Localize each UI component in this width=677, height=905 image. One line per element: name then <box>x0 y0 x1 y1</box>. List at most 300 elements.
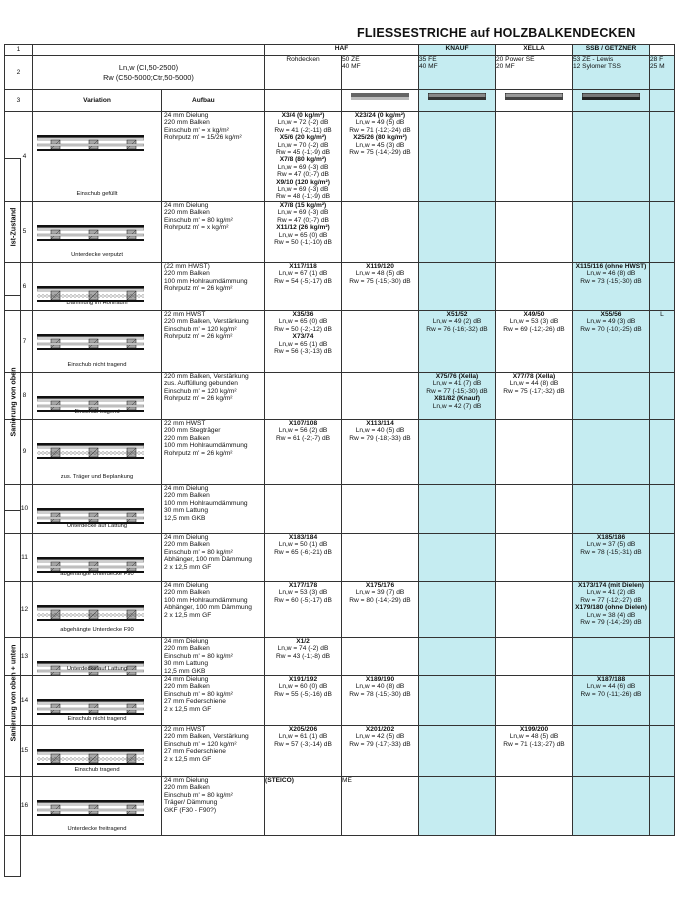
measurement-cell <box>342 310 419 372</box>
build-up-line: 12,5 mm GKB <box>164 514 206 522</box>
build-up-line: 2 x 12,5 mm GF <box>164 611 212 619</box>
build-up-line: Einschub m' = 120 kg/m² <box>164 325 237 333</box>
variation-header: Variation <box>33 90 162 112</box>
measurement-value: Rw = 80 (-14;-29) dB <box>349 596 411 604</box>
build-up-line: Rohrputz m' = 15/26 kg/m² <box>164 134 242 142</box>
floor-schematic <box>37 224 144 242</box>
page-title: FLIESSESTRICHE auf HOLZBALKENDECKEN <box>357 26 636 40</box>
measurement-value: Rw = 48 (-1;-9) dB <box>275 193 331 201</box>
measurement-cell <box>342 419 419 484</box>
variation-cell <box>33 419 162 484</box>
measurement-id: X11/12 (26 kg/m²) <box>276 224 330 232</box>
measurement-value: Ln,w = 44 (8) dB <box>509 380 559 388</box>
row-number: 16 <box>5 776 33 835</box>
measurement-value: Rw = 50 (-1;-10) dB <box>274 238 332 246</box>
measurement-id: X77/78 (Xella) <box>512 372 556 380</box>
build-up-cell <box>162 675 265 725</box>
build-up-line: Einschub m' = 80 kg/m² <box>164 690 233 698</box>
measurement-value: Rw = 71 (-12;-24) dB <box>349 126 411 134</box>
build-up-line: 27 mm Federschiene <box>164 748 226 756</box>
measurement-id: X117/118 <box>289 262 317 270</box>
measurement-value: Ln,w = 44 (6) dB <box>586 683 636 691</box>
variation-caption: zus. Träger und Beplankung <box>60 474 134 481</box>
measurement-id: X49/50 <box>523 310 545 318</box>
variation-caption: Einschub tragend <box>74 766 120 773</box>
measurement-cell <box>573 725 650 776</box>
table-row <box>5 725 675 776</box>
measurement-cell <box>496 725 573 776</box>
measurement-value: ME <box>342 776 352 784</box>
group-xella: XELLA <box>496 45 573 56</box>
measurement-value: Ln,w = 69 (-3) dB <box>277 163 329 171</box>
measurement-value: Rw = 79 (-18;-33) dB <box>349 434 411 442</box>
measurement-cell <box>342 533 419 581</box>
screed-swatch-ssb <box>582 93 640 100</box>
build-up-line: 24 mm Dielung <box>164 484 209 492</box>
col-rohdecken: Rohdecken <box>265 56 342 90</box>
measurement-cell <box>650 675 675 725</box>
measurement-value: Ln,w = 38 (4) dB <box>586 611 636 619</box>
floor-schematic <box>37 604 144 622</box>
col-knauf-b: 40 MF <box>419 63 438 71</box>
build-up-line: 220 mm Balken <box>164 209 210 217</box>
measurement-cell <box>650 637 675 675</box>
variation-cell <box>33 675 162 725</box>
build-up-cell <box>162 372 265 419</box>
measurement-id: X51/52 <box>446 310 468 318</box>
floor-schematic <box>37 442 144 460</box>
measurement-cell <box>496 112 573 202</box>
measurement-value: Ln,w = 40 (8) dB <box>355 683 405 691</box>
row-number: 10 <box>5 484 33 533</box>
table-row <box>5 201 675 262</box>
variation-cell <box>33 484 162 533</box>
measurement-value: Rw = 45 (-1;-9) dB <box>275 149 331 157</box>
measurement-value: Ln,w = 56 (2) dB <box>278 427 328 435</box>
measurement-cell <box>496 419 573 484</box>
row-number: 14 <box>5 675 33 725</box>
measurement-id: X187/188 <box>596 675 626 683</box>
measurement-value: Ln,w = 61 (1) dB <box>278 733 328 741</box>
build-up-line: 22 mm HWST <box>164 310 206 318</box>
measurement-cell <box>342 776 419 835</box>
measurement-cell <box>265 533 342 581</box>
measurement-value: Rw = 56 (-3;-13) dB <box>274 347 332 355</box>
measurement-cell <box>573 776 650 835</box>
measurement-id: X201/202 <box>365 725 395 733</box>
screed-swatch-xella <box>505 93 563 100</box>
build-up-line: Abhänger, 100 mm Dämmung <box>164 556 252 564</box>
col-extra-a: 28 F <box>650 56 664 63</box>
measurement-id: X205/206 <box>288 725 318 733</box>
measurement-cell <box>265 725 342 776</box>
group-ssb-getzner: SSB / GETZNER <box>573 45 650 56</box>
build-up-line: 2 x 12,5 mm GF <box>164 563 212 571</box>
measurement-value: Rw = 47 (0;-7) dB <box>277 216 329 224</box>
measurement-cell <box>650 533 675 581</box>
measurement-value: Rw = 70 (-10;-25) dB <box>580 325 642 333</box>
table-row <box>5 776 675 835</box>
measurement-cell <box>342 484 419 533</box>
table-row <box>5 419 675 484</box>
measurement-value: Ln,w = 49 (5) dB <box>355 119 405 127</box>
measurement-cell <box>496 484 573 533</box>
col-xella-a: 20 Power SE <box>496 56 535 63</box>
table-row <box>5 372 675 419</box>
build-up-line: 200 mm Stegträger <box>164 427 221 435</box>
build-up-line: 24 mm Dielung <box>164 201 209 209</box>
screed-swatch-haf <box>351 93 409 100</box>
build-up-line: 220 mm Balken, Verstärkung <box>164 318 249 326</box>
row-number: 4 <box>5 112 33 202</box>
measurement-value: Ln,w = 60 (0) dB <box>278 683 328 691</box>
measurement-value: Rw = 79 (-14;-29) dB <box>580 618 642 626</box>
measurement-id: X3/4 (0 kg/m²) <box>281 112 325 119</box>
build-up-cell <box>162 112 265 202</box>
measurement-id: X23/24 (0 kg/m²) <box>354 112 406 119</box>
build-up-cell <box>162 581 265 637</box>
measurement-cell <box>573 484 650 533</box>
build-up-line: Träger/ Dämmung <box>164 799 218 807</box>
measurement-value: Rw = 43 (-1;-8) dB <box>275 652 331 660</box>
measurement-value: Ln,w = 41 (2) dB <box>586 589 636 597</box>
measurement-cell <box>265 484 342 533</box>
build-up-line: 220 mm Balken <box>164 683 210 691</box>
measurement-id: X183/184 <box>288 533 318 541</box>
measurement-cell <box>573 637 650 675</box>
measurement-cell <box>573 372 650 419</box>
build-up-line: Rohrputz m' = x kg/m² <box>164 224 229 232</box>
build-up-line: Einschub m' = 120 kg/m² <box>164 740 237 748</box>
build-up-line: 220 mm Balken, Verstärkung <box>164 372 249 380</box>
row-number: 12 <box>5 581 33 637</box>
measurement-id: X7/8 (80 kg/m²) <box>279 156 327 164</box>
measurement-id: X1/2 <box>296 637 310 645</box>
build-up-line: 220 mm Balken, Verstärkung <box>164 733 249 741</box>
measurement-value: Ln,w = 65 (1) dB <box>278 340 328 348</box>
row-number: 3 <box>5 90 33 112</box>
build-up-cell <box>162 484 265 533</box>
measurement-value: Rw = 77 (-15;-30) dB <box>426 387 488 395</box>
variation-cell <box>33 776 162 835</box>
measurement-id: X199/200 <box>519 725 549 733</box>
measurement-cell <box>573 581 650 637</box>
build-up-line: 220 mm Balken <box>164 589 210 597</box>
measurement-id: X35/36 <box>292 310 314 318</box>
measurement-cell <box>265 310 342 372</box>
measurement-value: Ln,w = 40 (5) dB <box>355 427 405 435</box>
col-xella-b: 20 MF <box>496 63 515 71</box>
floor-schematic <box>37 748 144 766</box>
row-number: 9 <box>5 419 33 484</box>
measurement-value: Ln,w = 46 (8) dB <box>586 270 636 278</box>
measurement-cell <box>419 112 496 202</box>
group-haf: HAF <box>265 45 419 56</box>
measurement-value: Rw = 50 (-2;-12) dB <box>274 325 332 333</box>
measurement-cell <box>650 112 675 202</box>
measurement-cell <box>419 484 496 533</box>
measurement-cell <box>265 262 342 310</box>
build-up-line: Rohrputz m' = 26 kg/m² <box>164 449 233 457</box>
build-up-cell <box>162 776 265 835</box>
measurement-value: Rw = 76 (-16;-32) dB <box>426 325 488 333</box>
build-up-line: 30 mm Lattung <box>164 660 208 668</box>
row-number: 1 <box>5 45 33 56</box>
measurement-value: Ln,w = 69 (-3) dB <box>277 186 329 194</box>
build-up-line: 22 mm HWST <box>164 419 206 427</box>
group-knauf: KNAUF <box>419 45 496 56</box>
measurement-id: X189/190 <box>365 675 395 683</box>
measurement-value: Ln,w = 53 (3) dB <box>509 318 559 326</box>
measurement-cell <box>650 776 675 835</box>
measurement-cell <box>650 419 675 484</box>
measurement-value: Rw = 41 (-2;-11) dB <box>274 126 332 134</box>
measurement-id: X9/10 (120 kg/m²) <box>276 178 330 186</box>
measurement-cell <box>496 310 573 372</box>
measurement-id: X185/186 <box>596 533 626 541</box>
build-up-line: 12,5 mm GKB <box>164 667 206 675</box>
aufbau-header: Aufbau <box>162 90 265 112</box>
measurement-cell <box>573 112 650 202</box>
floor-schematic <box>37 333 144 351</box>
measurement-cell <box>265 419 342 484</box>
variation-caption: Einschub tragend <box>74 409 120 416</box>
measurement-cell <box>650 310 675 372</box>
measurement-cell <box>419 581 496 637</box>
variation-caption: abgehängte Unterdecke F90 <box>60 627 134 634</box>
side-label-oben-unten: Sanierung von oben + unten <box>4 510 21 877</box>
variation-cell <box>33 310 162 372</box>
measurement-id: X173/174 (mit Dielen) <box>578 581 644 589</box>
build-up-line: 100 mm Hohlraumdämmung <box>164 499 248 507</box>
build-up-line: GKF (F30 - F90?) <box>164 806 217 814</box>
measurement-value: L <box>660 310 664 318</box>
build-up-cell <box>162 419 265 484</box>
measurement-cell <box>419 310 496 372</box>
build-up-line: 30 mm Lattung <box>164 507 208 515</box>
build-up-line: 2 x 12,5 mm GF <box>164 705 212 713</box>
measurement-id: X25/26 (80 kg/m²) <box>353 134 407 142</box>
measurement-value: Ln,w = 41 (7) dB <box>432 380 482 388</box>
build-up-line: 220 mm Balken <box>164 784 210 792</box>
row-number: 6 <box>5 262 33 310</box>
build-up-line: Einschub m' = 80 kg/m² <box>164 791 233 799</box>
variation-caption: Unterdecke auf Lattung <box>66 523 128 530</box>
measurement-value: Ln,w = 69 (-3) dB <box>277 209 329 217</box>
measurement-value: Rw = 60 (-5;-17) dB <box>274 596 332 604</box>
build-up-line: Rohrputz m' = 26 kg/m² <box>164 333 233 341</box>
measurement-cell <box>650 201 675 262</box>
build-up-line: 24 mm Dielung <box>164 533 209 541</box>
measurement-value: Rw = 47 (0;-7) dB <box>277 171 329 179</box>
build-up-line: (22 mm HWST) <box>164 262 210 270</box>
measurement-value: Rw = 75 (-17;-32) dB <box>503 387 565 395</box>
measurement-cell <box>496 637 573 675</box>
measurement-value: Ln,w = 37 (5) dB <box>586 541 636 549</box>
measurement-value: Ln,w = 42 (5) dB <box>355 733 405 741</box>
measurement-cell <box>342 201 419 262</box>
build-up-line: 24 mm Dielung <box>164 776 209 784</box>
measurement-cell <box>496 201 573 262</box>
build-up-line: 220 mm Balken <box>164 645 210 653</box>
measurement-cell <box>573 675 650 725</box>
table-row <box>5 675 675 725</box>
build-up-line: Abhänger, 100 mm Dämmung <box>164 604 252 612</box>
measurement-id: X5/6 (20 kg/m²) <box>279 134 327 142</box>
measurement-value: Ln,w = 70 (-2) dB <box>277 141 329 149</box>
variation-cell <box>33 533 162 581</box>
floor-schematic <box>37 507 144 525</box>
build-up-line: 100 mm Hohlraumdämmung <box>164 277 248 285</box>
measurement-value: Ln,w = 65 (0) dB <box>278 231 328 239</box>
measurement-cell <box>496 776 573 835</box>
variation-caption: Unterdecke verputzt <box>71 252 123 259</box>
variation-cell <box>33 581 162 637</box>
floor-schematic <box>37 799 144 817</box>
side-label-ist: Ist-Zustand <box>4 158 21 296</box>
variation-cell <box>33 725 162 776</box>
measurement-cell <box>573 419 650 484</box>
screed-swatch-knauf <box>428 93 486 100</box>
measurement-id: X191/192 <box>288 675 318 683</box>
measurement-value: Ln,w = 49 (2) dB <box>432 318 482 326</box>
variation-caption: Unterdecke auf Lattung <box>66 665 128 672</box>
measurement-cell <box>265 372 342 419</box>
measurement-cell <box>265 776 342 835</box>
build-up-cell <box>162 201 265 262</box>
results-table <box>4 44 675 836</box>
row-number: 15 <box>5 725 33 776</box>
build-up-cell <box>162 262 265 310</box>
build-up-line: Einschub m' = x kg/m² <box>164 126 229 134</box>
variation-caption: abgehängte Unterdecke F90 <box>60 571 134 578</box>
measurement-cell <box>342 725 419 776</box>
measurement-cell <box>573 310 650 372</box>
table-row <box>5 533 675 581</box>
measurement-value: Rw = 78 (-15;-31) dB <box>580 548 642 556</box>
table-row <box>5 310 675 372</box>
build-up-line: 27 mm Federschiene <box>164 698 226 706</box>
variation-caption: Einschub gefüllt <box>76 191 118 198</box>
measurement-value: Rw = 77 (-12;-27) dB <box>580 596 642 604</box>
measurement-cell <box>342 637 419 675</box>
measurement-value: Rw = 57 (-3;-14) dB <box>274 740 332 748</box>
measurement-cell <box>419 419 496 484</box>
measurement-cell <box>650 725 675 776</box>
measurement-value: Rw = 69 (-12;-26) dB <box>503 325 565 333</box>
build-up-line: 24 mm Dielung <box>164 637 209 645</box>
measurement-id: X81/82 (Knauf) <box>434 395 480 403</box>
build-up-line: zus. Auffüllung gebunden <box>164 380 238 388</box>
variation-cell <box>33 372 162 419</box>
build-up-line: Einschub m' = 80 kg/m² <box>164 652 233 660</box>
measurement-cell <box>265 201 342 262</box>
measurement-cell <box>650 581 675 637</box>
build-up-line: Rohrputz m' = 26 kg/m² <box>164 285 233 293</box>
build-up-cell <box>162 725 265 776</box>
measurement-value: Rw = 65 (-6;-21) dB <box>274 548 332 556</box>
col-extra-b: 25 M <box>650 63 665 71</box>
build-up-line: 100 mm Hohlraumdämmung <box>164 442 248 450</box>
measurement-cell <box>342 262 419 310</box>
build-up-line: 24 mm Dielung <box>164 581 209 589</box>
measurement-value: Ln,w = 45 (3) dB <box>355 141 405 149</box>
measurement-id: X177/178 <box>288 581 318 589</box>
measurement-value: Ln,w = 65 (0) dB <box>278 318 328 326</box>
build-up-cell <box>162 637 265 675</box>
measurement-id: X115/116 (ohne HWST) <box>575 262 647 270</box>
measurement-value: Ln,w = 42 (7) dB <box>432 402 482 410</box>
table-row <box>5 637 675 675</box>
col-knauf-a: 35 FE <box>419 56 437 63</box>
measurement-cell <box>419 725 496 776</box>
measurement-id: X107/108 <box>288 419 318 427</box>
measurement-cell <box>496 581 573 637</box>
measurement-cell <box>342 112 419 202</box>
measurement-cell <box>419 533 496 581</box>
floor-schematic <box>37 698 144 716</box>
measurement-id: X55/56 <box>600 310 622 318</box>
measurement-cell <box>573 533 650 581</box>
measurement-value: Ln,w = 50 (1) dB <box>278 541 328 549</box>
side-label-oben: Sanierung von oben <box>4 294 21 511</box>
measurement-cell <box>573 262 650 310</box>
build-up-line: 220 mm Balken <box>164 119 210 127</box>
measurement-cell <box>419 201 496 262</box>
measurement-cell <box>342 675 419 725</box>
measurement-cell <box>650 262 675 310</box>
measurement-cell <box>419 262 496 310</box>
variation-caption: Einschub nicht tragend <box>67 362 127 369</box>
variation-cell <box>33 201 162 262</box>
measurement-cell <box>419 776 496 835</box>
build-up-line: Rohrputz m' = 26 kg/m² <box>164 395 233 403</box>
measurement-cell <box>265 637 342 675</box>
measurement-value: Rw = 70 (-11;-26) dB <box>580 690 642 698</box>
build-up-line: 220 mm Balken <box>164 541 210 549</box>
measurement-value: Ln,w = 48 (5) dB <box>509 733 559 741</box>
measurement-cell <box>573 201 650 262</box>
measurement-value: Ln,w = 72 (-2) dB <box>277 119 329 127</box>
variation-caption: Dämmung im Hohlraum <box>66 300 128 307</box>
row-number: 5 <box>5 201 33 262</box>
build-up-line: Einschub m' = 120 kg/m² <box>164 387 237 395</box>
measurement-id: X7/8 (15 kg/m²) <box>279 201 327 209</box>
measurement-cell <box>419 637 496 675</box>
measurement-id: X175/176 <box>365 581 395 589</box>
measurement-cell <box>342 372 419 419</box>
measurement-cell <box>342 581 419 637</box>
measurement-id: (STEICO) <box>265 776 294 784</box>
build-up-line: 2 x 12,5 mm GF <box>164 755 212 763</box>
build-up-line: 24 mm Dielung <box>164 675 209 683</box>
rw-label: Rw (C50-5000;Ctr,50-5000) <box>103 72 194 82</box>
measurement-value: Ln,w = 48 (5) dB <box>355 270 405 278</box>
build-up-line: 24 mm Dielung <box>164 112 209 119</box>
measurement-cell <box>496 675 573 725</box>
build-up-line: 220 mm Balken <box>164 434 210 442</box>
measurement-value: Rw = 75 (-15;-30) dB <box>349 277 411 285</box>
row-number: 2 <box>5 56 33 90</box>
measurement-cell <box>265 581 342 637</box>
measurement-id: X179/180 (ohne Dielen) <box>575 604 647 612</box>
measurement-id: X73/74 <box>292 333 314 341</box>
build-up-line: 100 mm Hohlraumdämmung <box>164 596 248 604</box>
measurement-value: Rw = 54 (-5;-17) dB <box>274 277 332 285</box>
measurement-value: Rw = 55 (-5;-16) dB <box>274 690 332 698</box>
variation-caption: Unterdecke freitragend <box>67 825 127 832</box>
variation-caption: Einschub nicht tragend <box>67 715 127 722</box>
